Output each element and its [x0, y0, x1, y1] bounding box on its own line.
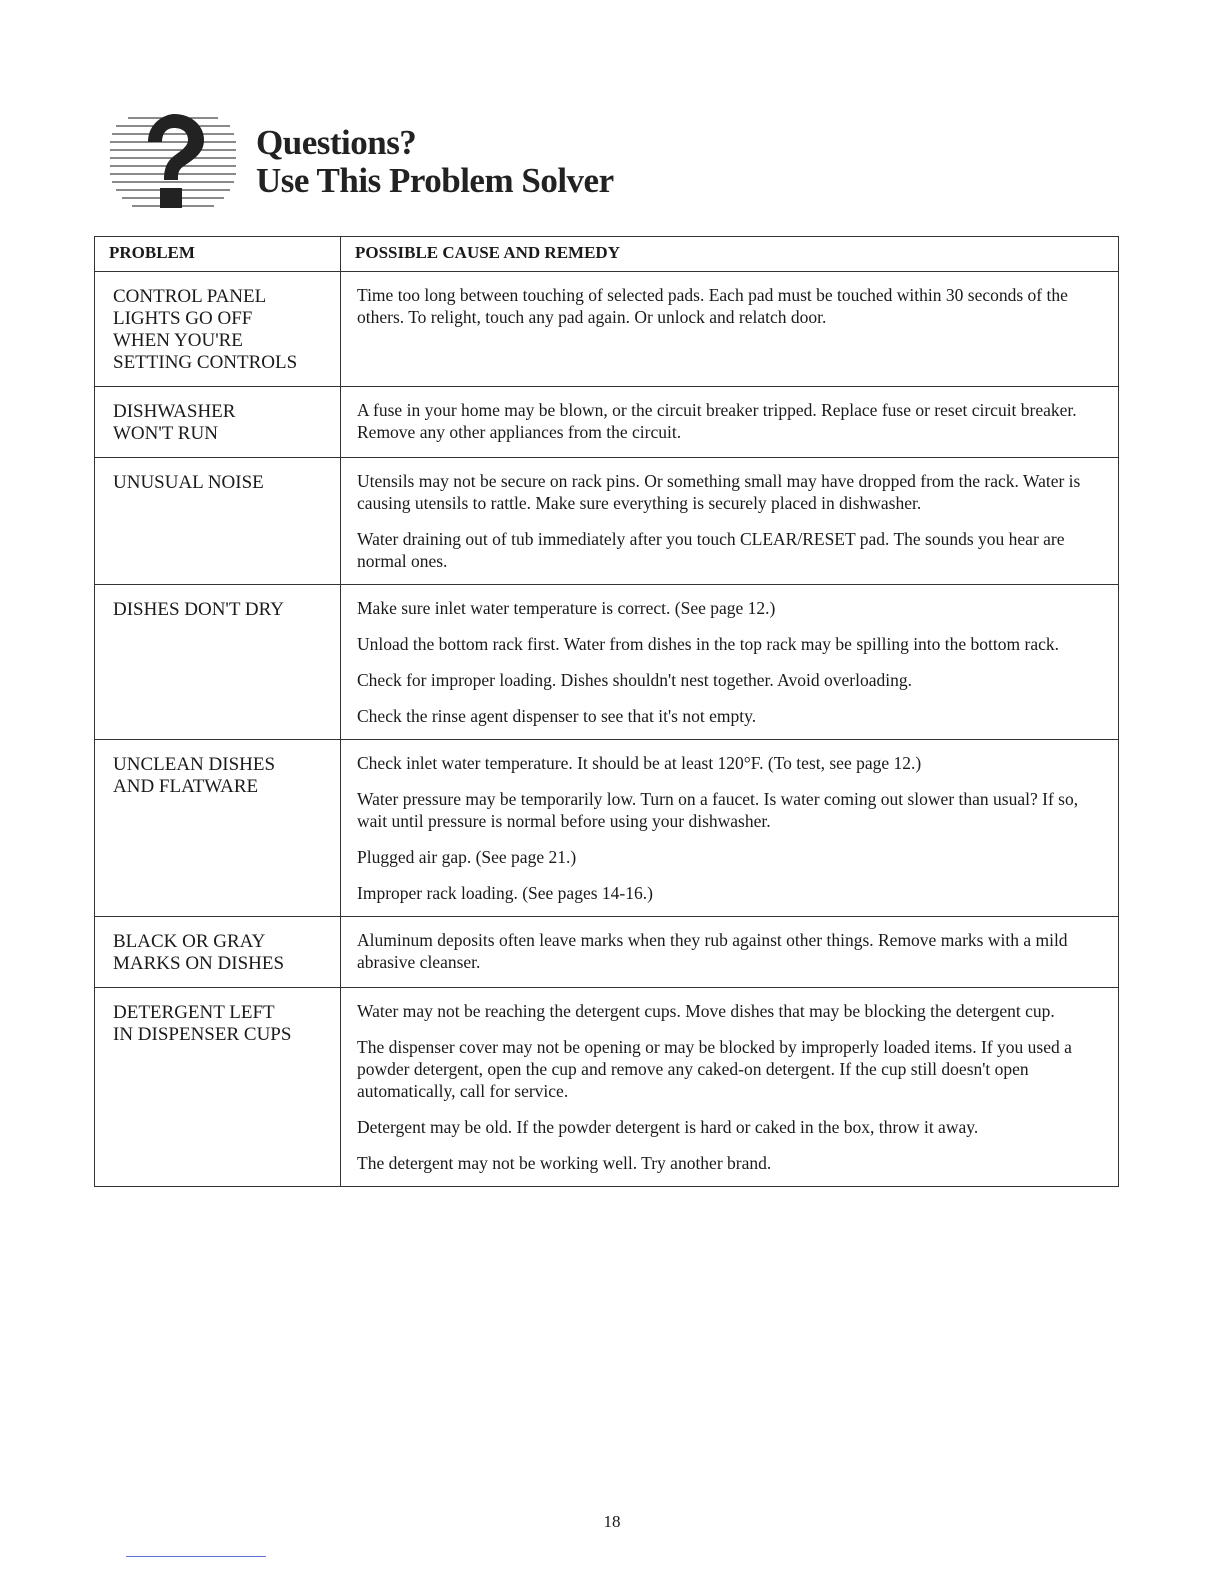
column-header-remedy: POSSIBLE CAUSE AND REMEDY — [341, 237, 1119, 272]
page-number: 18 — [603, 1512, 621, 1531]
problem-text: LIGHTS GO OFF — [113, 308, 253, 329]
remedy-cell — [341, 740, 1119, 917]
problem-cell — [95, 387, 341, 458]
problem-text: WON'T RUN — [113, 423, 218, 444]
remedy-cell — [341, 272, 1119, 387]
page-header — [108, 108, 808, 218]
remedy-text: Improper rack loading. (See pages 14-16.) — [357, 883, 653, 903]
problem-text: AND FLATWARE — [113, 776, 259, 797]
remedy-text: Check the rinse agent dispenser to see that it's not empty. — [357, 706, 757, 726]
column-header-problem: PROBLEM — [95, 237, 341, 272]
problem-text: WHEN YOU'RE — [113, 330, 243, 351]
title-line-problem-solver: Use This Problem Solver — [256, 161, 614, 200]
table-row — [95, 458, 1119, 585]
remedy-cell — [341, 917, 1119, 988]
remedy-text: Utensils may not be secure on rack pins. Or something small may have dropped from the rack. Water is causing utensils to rattle. Make sure everything is securely placed in dishwasher. — [357, 471, 1081, 513]
problem-text: DETERGENT LEFT — [113, 1002, 275, 1023]
remedy-cell — [341, 988, 1119, 1187]
table-row — [95, 387, 1119, 458]
remedy-text: Time too long between touching of selected pads. Each pad must be touched within 30 seconds of the others. To relight, touch any pad again. Or unlock and relatch door. — [357, 285, 1068, 327]
remedy-text: Water may not be reaching the detergent cups. Move dishes that may be blocking the detergent cup. — [357, 1001, 1055, 1021]
problem-text: MARKS ON DISHES — [113, 953, 285, 974]
problem-cell — [95, 917, 341, 988]
remedy-text: Detergent may be old. If the powder detergent is hard or caked in the box, throw it away. — [357, 1117, 979, 1137]
remedy-text: Check for improper loading. Dishes shouldn't nest together. Avoid overloading. — [357, 670, 912, 690]
problem-cell — [95, 272, 341, 387]
problem-solver-table — [94, 236, 1119, 1187]
problem-cell — [95, 585, 341, 740]
page-title — [256, 124, 614, 200]
problem-text: DISHES DON'T DRY — [113, 599, 284, 620]
problem-text: IN DISPENSER CUPS — [113, 1024, 292, 1045]
remedy-cell — [341, 585, 1119, 740]
remedy-text: The detergent may not be working well. Try another brand. — [357, 1153, 772, 1173]
table-row — [95, 272, 1119, 387]
problem-text: DISHWASHER — [113, 401, 236, 422]
problem-text: SETTING CONTROLS — [113, 352, 298, 373]
problem-cell — [95, 740, 341, 917]
remedy-text: Check inlet water temperature. It should be at least 120°F. (To test, see page 12.) — [357, 753, 922, 773]
table-header-row — [95, 237, 1119, 272]
problem-text: UNUSUAL NOISE — [113, 472, 264, 493]
remedy-text: The dispenser cover may not be opening or may be blocked by improperly loaded items. If you used a powder detergent, open the cup and remove any caked-on detergent. If the cup still doesn't open automatically, call for service. — [357, 1037, 1072, 1101]
question-mark-icon — [108, 108, 238, 218]
remedy-text: Make sure inlet water temperature is correct. (See page 12.) — [357, 598, 776, 618]
remedy-text: Aluminum deposits often leave marks when they rub against other things. Remove marks with a mild abrasive cleanser. — [357, 930, 1068, 972]
remedy-cell — [341, 458, 1119, 585]
problem-text: CONTROL PANEL — [113, 286, 267, 307]
problem-cell — [95, 988, 341, 1187]
table-row — [95, 988, 1119, 1187]
footer-rule — [126, 1556, 266, 1557]
title-line-questions: Questions? — [256, 123, 417, 162]
remedy-cell — [341, 387, 1119, 458]
remedy-text: Unload the bottom rack first. Water from dishes in the top rack may be spilling into the bottom rack. — [357, 634, 1059, 654]
remedy-text: Water draining out of tub immediately after you touch CLEAR/RESET pad. The sounds you hear are normal ones. — [357, 529, 1065, 571]
table-row — [95, 917, 1119, 988]
problem-text: UNCLEAN DISHES — [113, 754, 276, 775]
remedy-text: Plugged air gap. (See page 21.) — [357, 847, 577, 867]
remedy-text: A fuse in your home may be blown, or the circuit breaker tripped. Replace fuse or reset circuit breaker. Remove any other appliances from the circuit. — [357, 400, 1077, 442]
problem-cell — [95, 458, 341, 585]
table-row — [95, 585, 1119, 740]
problem-text: BLACK OR GRAY — [113, 931, 266, 952]
table-body — [95, 272, 1119, 1187]
table-row — [95, 740, 1119, 917]
remedy-text: Water pressure may be temporarily low. Turn on a faucet. Is water coming out slower than usual? If so, wait until pressure is normal before using your dishwasher. — [357, 789, 1079, 831]
